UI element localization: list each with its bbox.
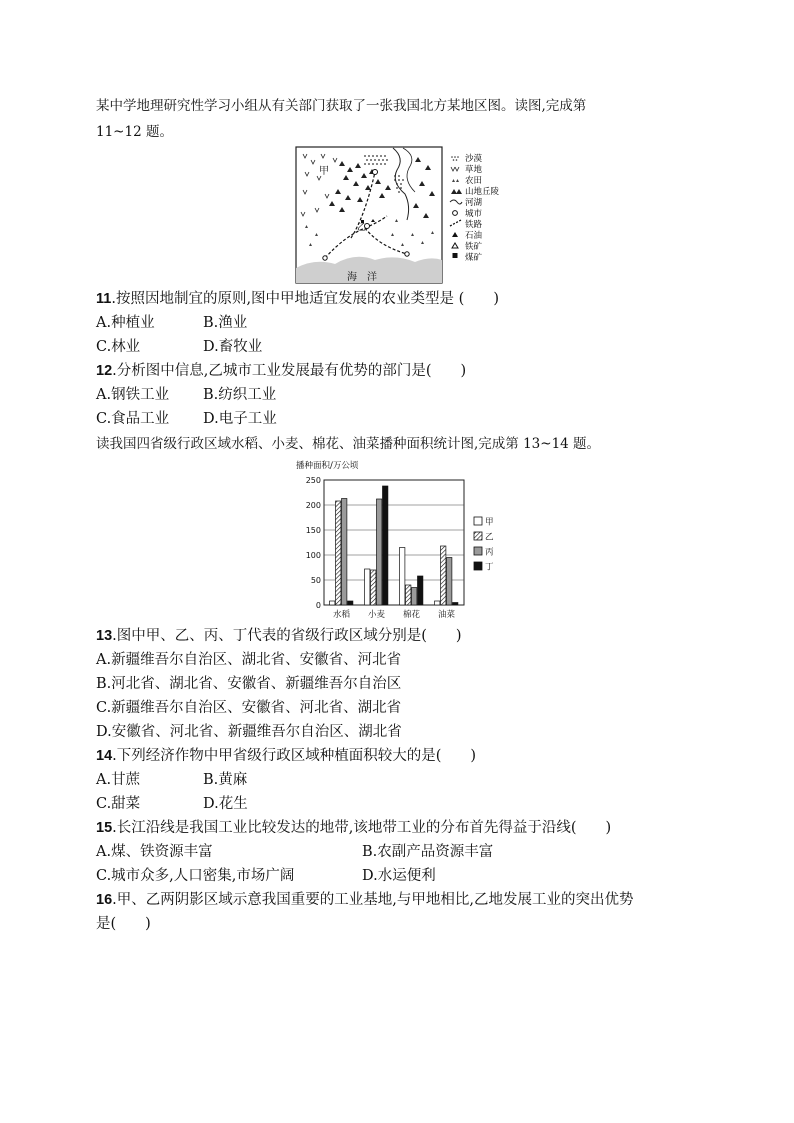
option-d: D.畜牧业: [203, 339, 263, 355]
question-16-stem-line2: 是( ): [96, 916, 151, 932]
question-12: [96, 361, 466, 381]
intro-text-2: 读我国四省级行政区域水稻、小麦、棉花、油菜播种面积统计图,完成第 13~14 题。: [96, 436, 601, 452]
bar-乙-棉花: [406, 585, 411, 605]
question-number: 16: [96, 892, 113, 908]
x-tick-label: 小麦: [367, 610, 386, 620]
legend-mountain: 山地丘陵: [465, 187, 500, 197]
bar-甲-油菜: [435, 601, 440, 605]
y-tick-label: 250: [305, 476, 321, 485]
option-b: B.黄麻: [203, 772, 248, 788]
option-d: D.电子工业: [203, 411, 277, 427]
intro-text-line1: 某中学地理研究性学习小组从有关部门获取了一张我国北方某地区图。读图,完成第: [96, 98, 587, 114]
option-c: C.食品工业: [96, 411, 170, 427]
option-d: D.水运便利: [362, 868, 436, 884]
map-label-jia: 甲: [319, 166, 329, 177]
intro-text-line2: 11~12 题。: [96, 124, 173, 140]
legend-oil: 石油: [465, 231, 483, 241]
option-c: C.林业: [96, 339, 141, 355]
bar-丁-水稻: [348, 601, 353, 605]
bar-甲-水稻: [330, 601, 335, 605]
option-c: C.城市众多,人口密集,市场广阔: [96, 868, 295, 884]
legend-swatch: [474, 517, 482, 525]
legend-swatch: [474, 532, 482, 540]
legend-label: 乙: [485, 532, 494, 543]
y-axis-label: 播种面积/万公顷: [296, 461, 359, 471]
legend-label: 丁: [485, 562, 494, 573]
legend-iron: 铁矿: [465, 242, 483, 252]
question-11: [96, 289, 499, 309]
option-a: A.钢铁工业: [96, 387, 170, 403]
bar-乙-油菜: [441, 546, 446, 605]
option-b: B.纺织工业: [203, 387, 277, 403]
legend-label: 丙: [485, 547, 494, 558]
bar-丙-油菜: [447, 558, 452, 606]
question-number: 11: [96, 291, 112, 307]
y-tick-label: 200: [305, 501, 321, 510]
question-16: [96, 890, 633, 910]
option-a: A.新疆维吾尔自治区、湖北省、安徽省、河北省: [96, 652, 402, 668]
bar-丙-棉花: [412, 588, 417, 606]
legend-coal: 煤矿: [465, 253, 483, 263]
legend-river: 河湖: [465, 198, 483, 208]
option-d: D.安徽省、河北省、新疆维吾尔自治区、湖北省: [96, 724, 402, 740]
legend-label: 甲: [485, 517, 494, 528]
question-number: 13: [96, 628, 113, 644]
question-13: [96, 626, 462, 646]
option-b: B.河北省、湖北省、安徽省、新疆维吾尔自治区: [96, 676, 402, 692]
option-c: C.新疆维吾尔自治区、安徽省、河北省、湖北省: [96, 700, 402, 716]
legend-swatch: [474, 562, 482, 570]
map-label-yi: 乙: [357, 223, 367, 233]
option-a: A.煤、铁资源丰富: [96, 844, 213, 860]
bar-丙-小麦: [377, 499, 382, 605]
map-legend: [450, 153, 500, 263]
legend-farmland: 农田: [465, 176, 483, 186]
y-tick-label: 150: [305, 526, 321, 535]
question-stem: .长江沿线是我国工业比较发达的地带,该地带工业的分布首先得益于沿线( ): [112, 820, 612, 836]
option-c: C.甜菜: [96, 796, 141, 812]
y-tick-label: 0: [315, 601, 321, 610]
question-number: 14: [96, 748, 113, 764]
y-tick-label: 50: [310, 576, 321, 585]
option-a: A.种植业: [96, 315, 155, 331]
sea-label: 海 洋: [347, 272, 377, 283]
legend-swatch: [474, 547, 482, 555]
bar-乙-小麦: [371, 570, 376, 605]
legend-railway: 铁路: [465, 220, 483, 230]
question-stem: .分析图中信息,乙城市工业发展最有优势的部门是( ): [112, 363, 467, 379]
x-tick-label: 棉花: [402, 610, 421, 620]
bar-丙-水稻: [342, 499, 347, 606]
x-tick-label: 油菜: [437, 610, 456, 620]
bar-丁-小麦: [383, 486, 388, 605]
legend-city: 城市: [465, 209, 483, 219]
option-d: D.花生: [203, 796, 248, 812]
question-stem: .甲、乙两阴影区域示意我国重要的工业基地,与甲地相比,乙地发展工业的突出优势: [112, 892, 634, 908]
bar-丁-油菜: [453, 603, 458, 606]
option-b: B.农副产品资源丰富: [362, 844, 494, 860]
bar-甲-小麦: [365, 569, 370, 605]
bar-丁-棉花: [418, 576, 423, 605]
crop-area-chart-svg: [294, 459, 506, 621]
region-map-svg: [295, 146, 503, 284]
option-a: A.甘蔗: [96, 772, 141, 788]
question-stem: .下列经济作物中甲省级行政区域种植面积较大的是( ): [112, 748, 477, 764]
bar-甲-棉花: [400, 548, 405, 606]
question-15: [96, 818, 611, 838]
question-stem: .按照因地制宜的原则,图中甲地适宜发展的农业类型是 ( ): [111, 291, 499, 307]
x-tick-label: 水稻: [332, 610, 351, 620]
question-number: 12: [96, 363, 113, 379]
region-map: [295, 146, 503, 284]
legend-grass: 草地: [465, 165, 483, 175]
option-b: B.渔业: [203, 315, 248, 331]
y-tick-label: 100: [305, 551, 321, 560]
question-14: [96, 746, 476, 766]
crop-area-chart: [294, 459, 506, 621]
question-stem: .图中甲、乙、丙、丁代表的省级行政区域分别是( ): [112, 628, 462, 644]
bar-乙-水稻: [336, 501, 341, 605]
question-number: 15: [96, 820, 113, 836]
legend-sand: 沙漠: [465, 154, 483, 164]
